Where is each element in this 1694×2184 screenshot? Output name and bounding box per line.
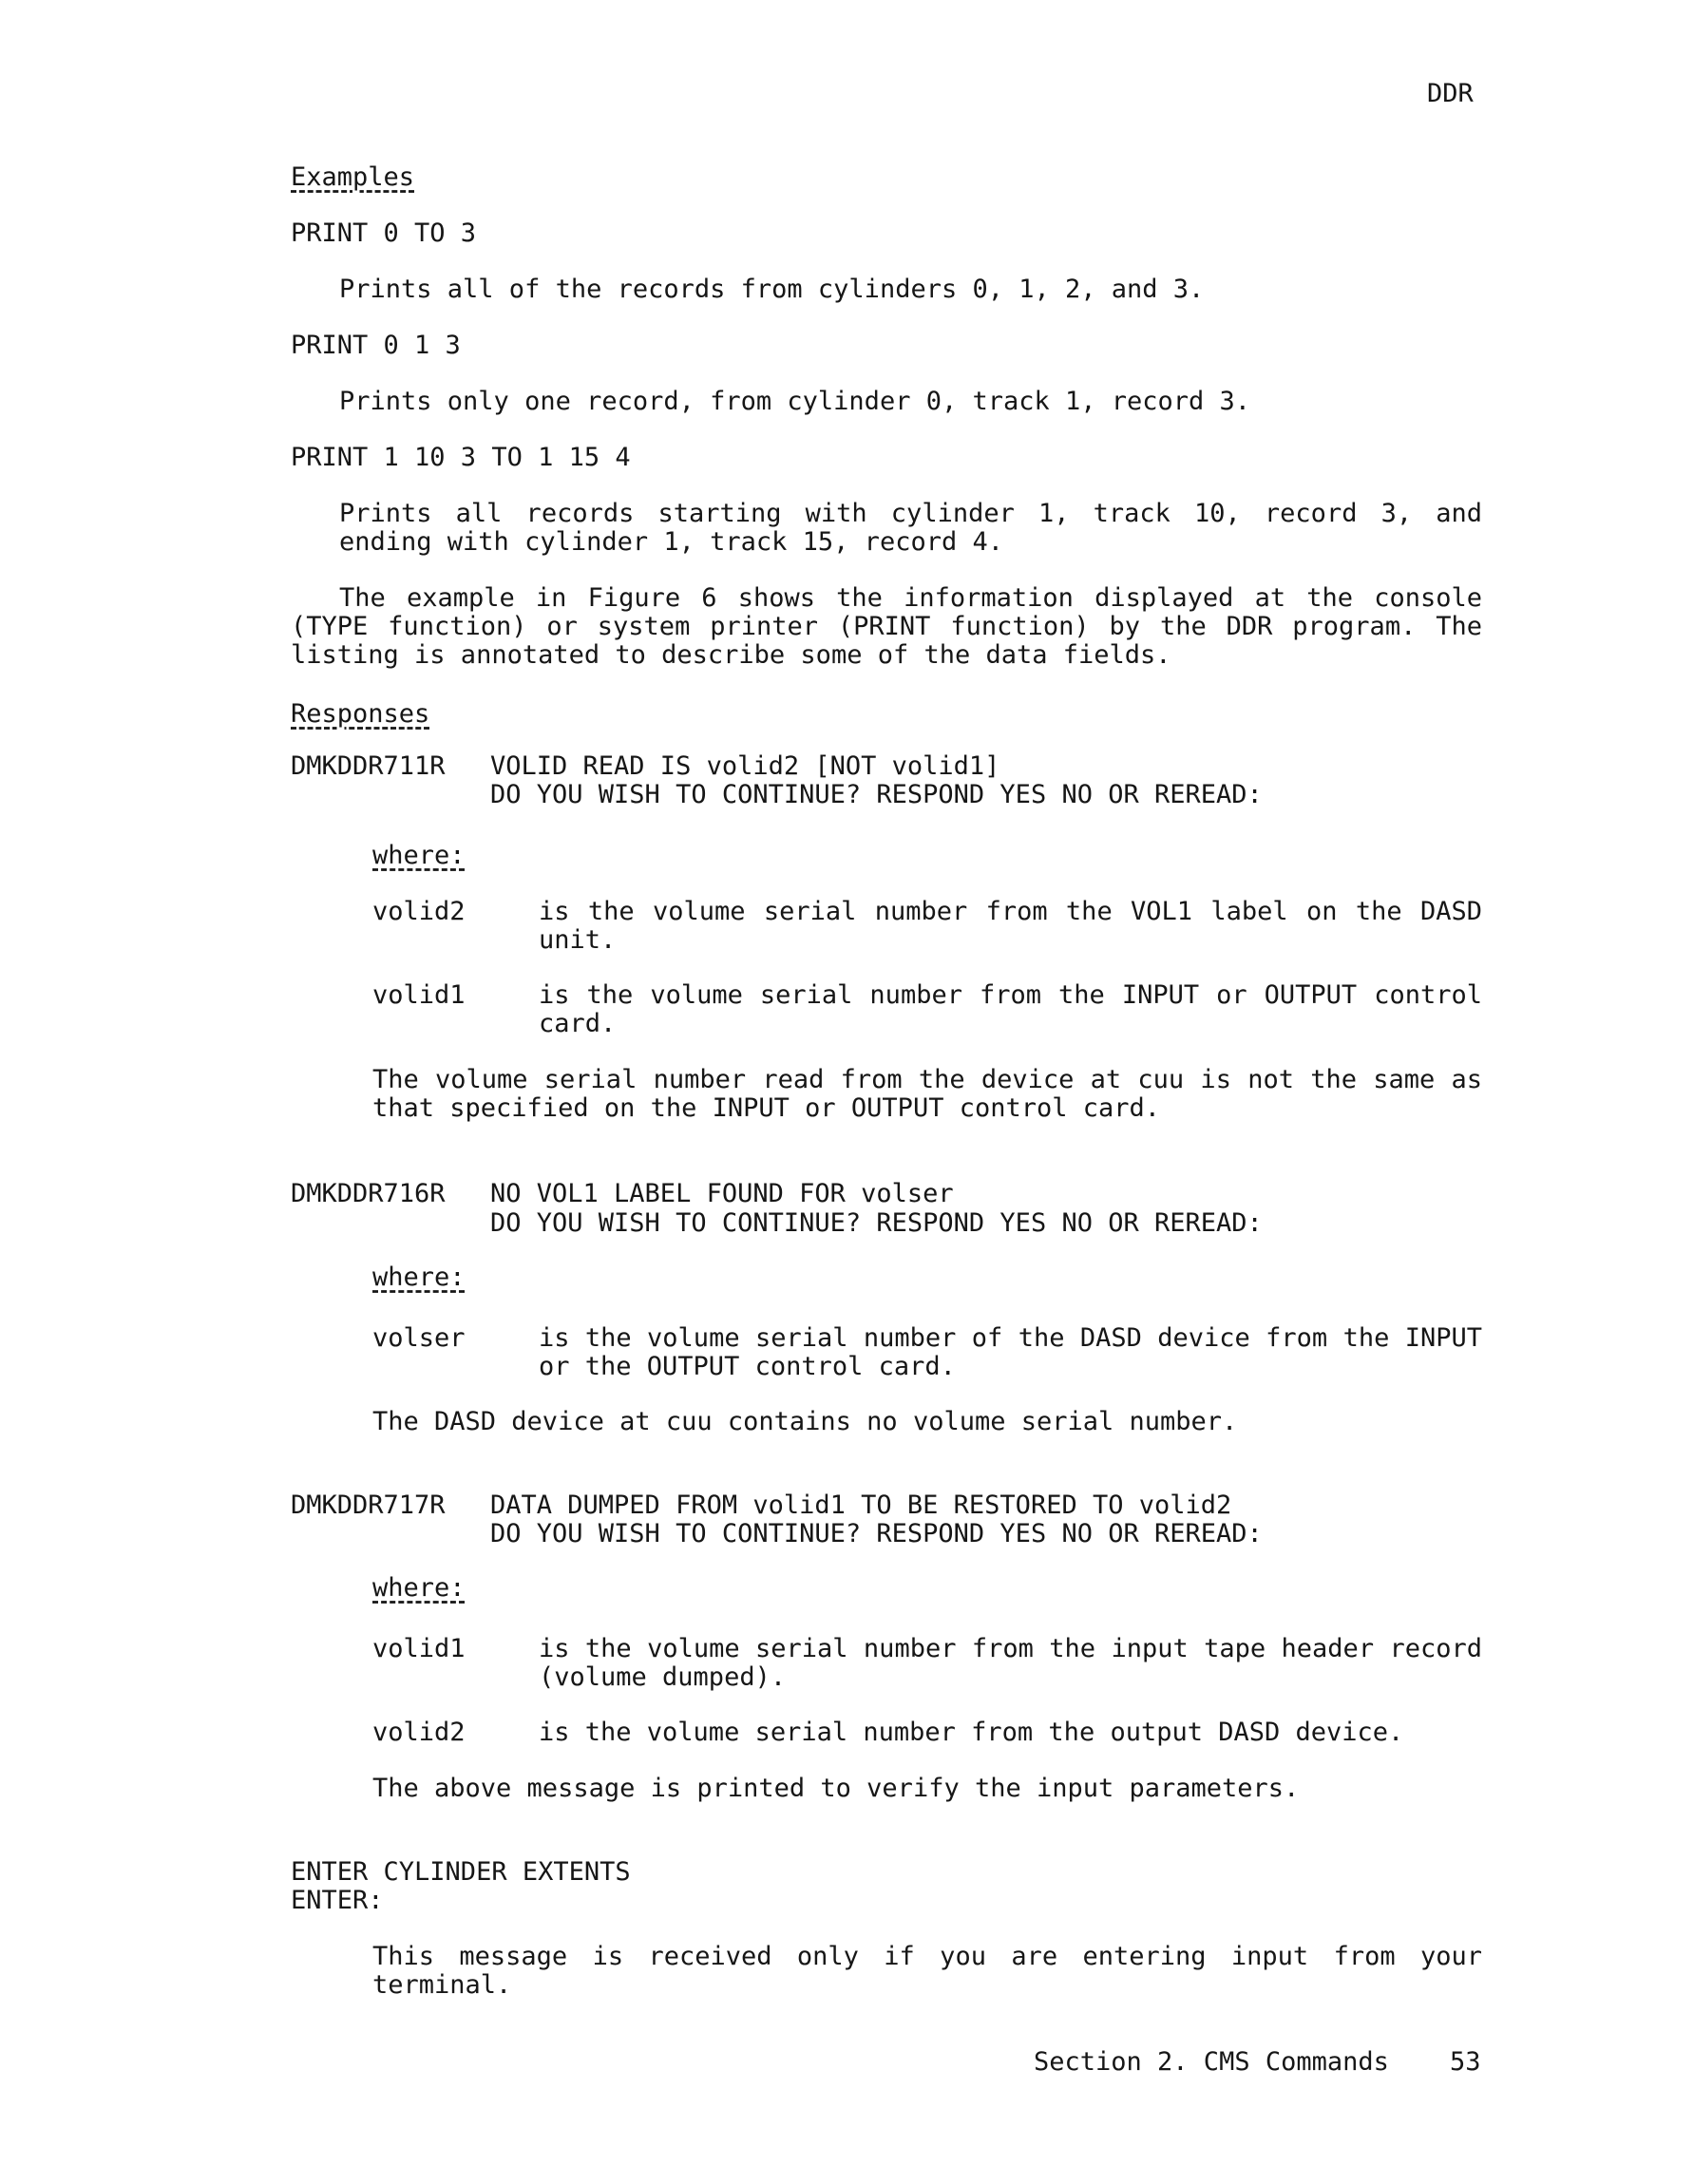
message-text: ENTER: [291,1886,384,1915]
message-text: DO YOU WISH TO CONTINUE? RESPOND YES NO OR REREAD: [490,780,1263,809]
page-number: 53 [1450,2047,1481,2077]
term: volid1 [372,980,466,1010]
term-definition: is the volume serial number from the INPUT or OUTPUT control card. [539,980,1482,1038]
message-id: DMKDDR716R [291,1179,446,1208]
message-id: DMKDDR711R [291,751,446,781]
message-text: DATA DUMPED FROM volid1 TO BE RESTORED TO volid2 [490,1491,1232,1520]
example-description: Prints all records starting with cylinder 1, track 10, record 3, and ending with cylinder 1, track 15, record 4. [339,499,1482,557]
where-label: where: [372,1573,466,1603]
message-text: DO YOU WISH TO CONTINUE? RESPOND YES NO OR REREAD: [490,1208,1263,1238]
running-head: DDR [1427,79,1474,108]
term: volid2 [372,1718,466,1747]
term-definition: is the volume serial number from the VOL1 label on the DASD unit. [539,897,1482,955]
figure-note-paragraph: The example in Figure 6 shows the information displayed at the console (TYPE function) or system printer (PRINT function) by the DDR program. The listing is annotated to describe some of the data fields. [291,583,1482,670]
example-description: Prints only one record, from cylinder 0, track 1, record 3. [339,387,1251,416]
example-command: PRINT 0 TO 3 [291,218,477,248]
term: volid1 [372,1634,466,1663]
term: volser [372,1323,466,1353]
examples-heading: Examples [291,162,415,192]
footer-section: Section 2. CMS Commands [1034,2047,1389,2077]
where-label: where: [372,841,466,870]
message-text: VOLID READ IS volid2 [NOT volid1] [490,751,1000,781]
example-command: PRINT 1 10 3 TO 1 15 4 [291,443,631,472]
responses-heading: Responses [291,699,430,729]
message-text: DO YOU WISH TO CONTINUE? RESPOND YES NO OR REREAD: [490,1519,1263,1548]
term-definition: is the volume serial number of the DASD device from the INPUT or the OUTPUT control card. [539,1323,1482,1381]
message-text: ENTER CYLINDER EXTENTS [291,1857,631,1887]
term: volid2 [372,897,466,926]
example-description: Prints all of the records from cylinders 0, 1, 2, and 3. [339,275,1205,304]
message-explanation: This message is received only if you are entering input from your terminal. [372,1942,1482,2000]
where-label: where: [372,1263,466,1292]
message-explanation: The above message is printed to verify the input parameters. [372,1774,1300,1803]
message-id: DMKDDR717R [291,1491,446,1520]
example-command: PRINT 0 1 3 [291,331,461,360]
term-definition: is the volume serial number from the output DASD device. [539,1718,1404,1747]
message-text: NO VOL1 LABEL FOUND FOR volser [490,1179,954,1208]
message-explanation: The volume serial number read from the device at cuu is not the same as that specified on the INPUT or OUTPUT control card. [372,1065,1482,1123]
message-explanation: The DASD device at cuu contains no volume serial number. [372,1407,1238,1436]
term-definition: is the volume serial number from the input tape header record (volume dumped). [539,1634,1482,1692]
